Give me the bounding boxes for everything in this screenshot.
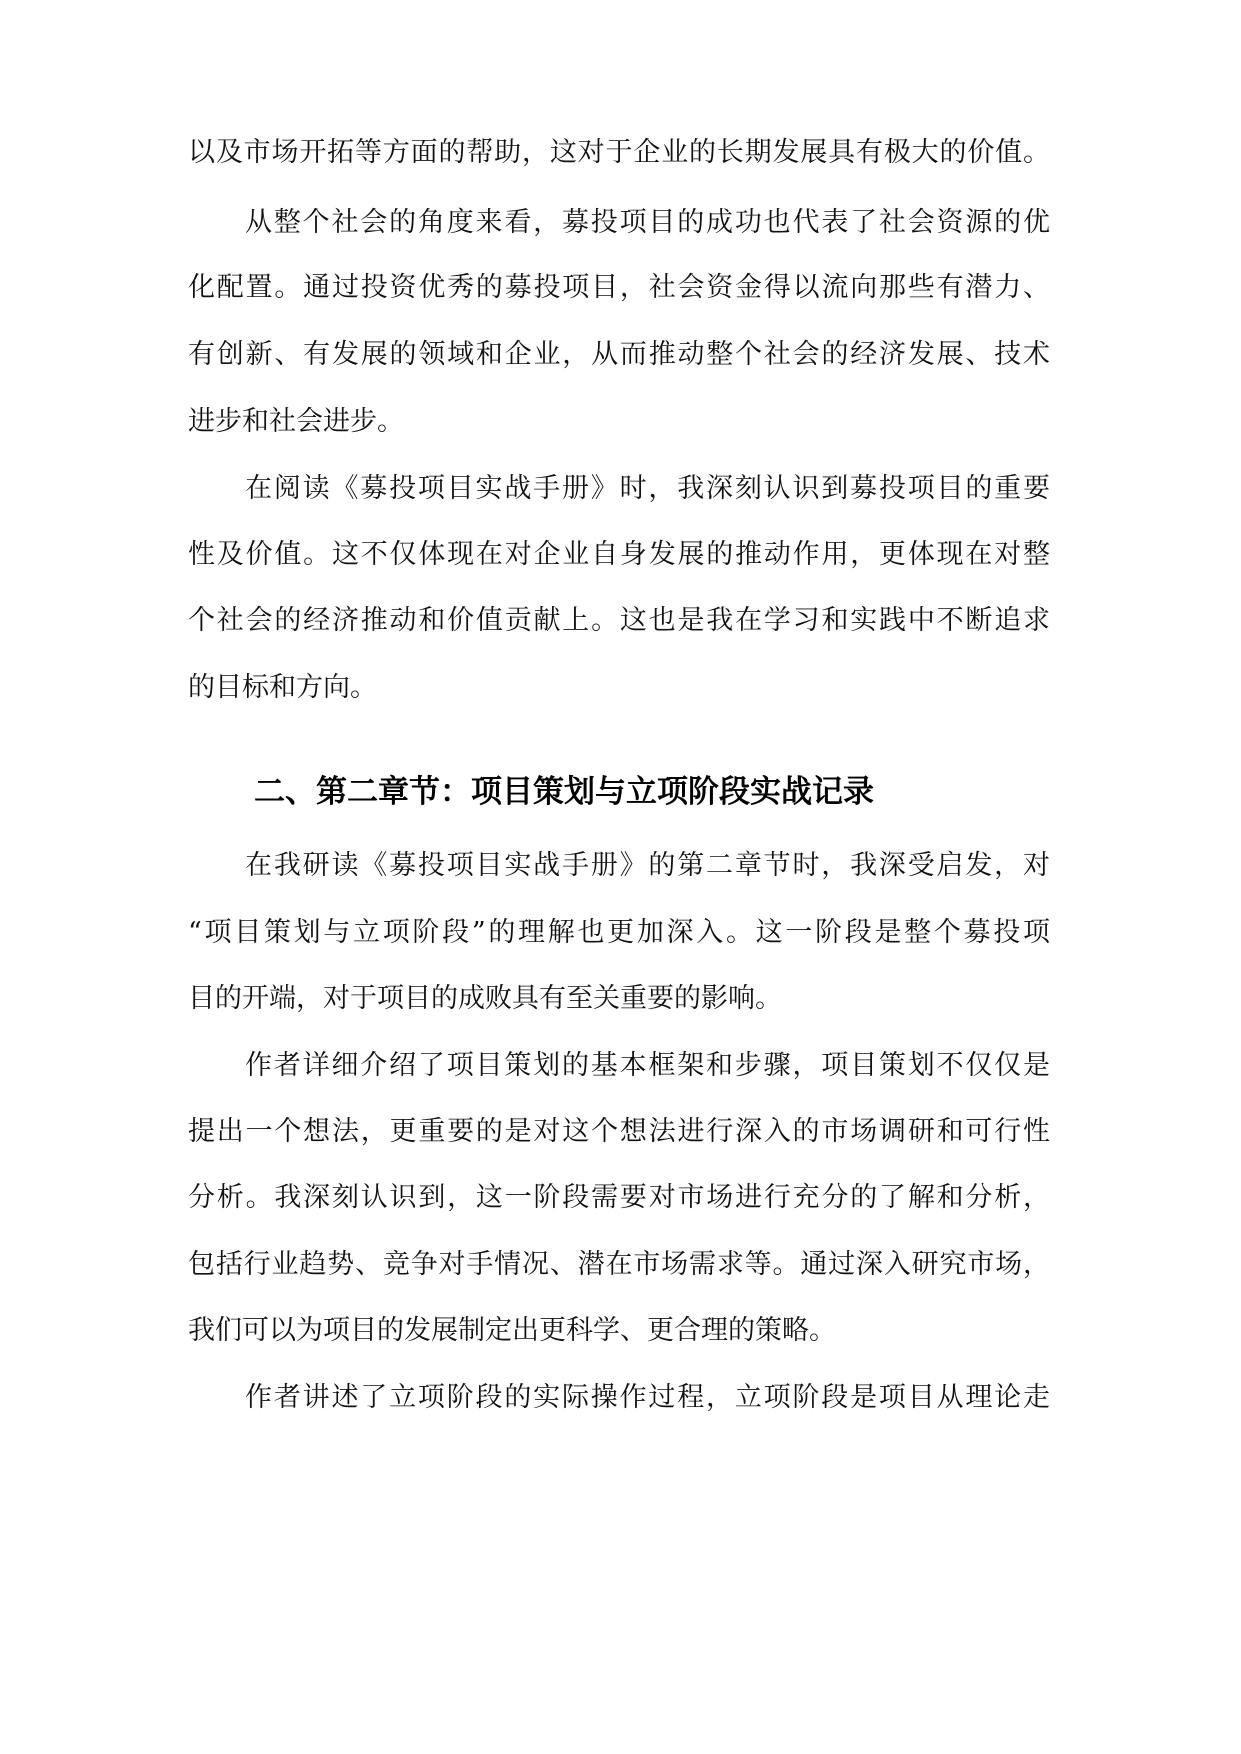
paragraph-line: 有创新、有发展的领域和企业，从而推动整个社会的经济发展、技术 bbox=[188, 339, 1050, 370]
paragraph-line: 作者讲述了立项阶段的实际操作过程，立项阶段是项目从理论走 bbox=[245, 1382, 1050, 1413]
paragraph-line: 性及价值。这不仅体现在对企业自身发展的推动作用，更体现在对整 bbox=[188, 539, 1050, 570]
paragraph-line: 分析。我深刻认识到，这一阶段需要对市场进行充分的了解和分析， bbox=[188, 1182, 1050, 1213]
paragraph-line: 作者详细介绍了项目策划的基本框架和步骤，项目策划不仅仅是 bbox=[245, 1050, 1050, 1081]
section-heading: 二、第二章节：项目策划与立项阶段实战记录 bbox=[254, 774, 874, 810]
paragraph-line: 化配置。通过投资优秀的募投项目，社会资金得以流向那些有潜力、 bbox=[188, 272, 1050, 303]
paragraph-line: 从整个社会的角度来看，募投项目的成功也代表了社会资源的优 bbox=[245, 207, 1050, 238]
paragraph-line: 个社会的经济推动和价值贡献上。这也是我在学习和实践中不断追求 bbox=[188, 605, 1050, 636]
paragraph-line: 的目标和方向。 bbox=[188, 672, 377, 703]
paragraph-line: 目的开端，对于项目的成败具有至关重要的影响。 bbox=[188, 983, 782, 1014]
paragraph-line: 进步和社会进步。 bbox=[188, 406, 404, 437]
paragraph-line: 包括行业趋势、竞争对手情况、潜在市场需求等。通过深入研究市场， bbox=[188, 1249, 1050, 1280]
paragraph-line: “项目策划与立项阶段”的理解也更加深入。这一阶段是整个募投项 bbox=[188, 917, 1050, 948]
paragraph-line: 在我研读《募投项目实战手册》的第二章节时，我深受启发，对 bbox=[245, 850, 1050, 881]
paragraph-line: 以及市场开拓等方面的帮助，这对于企业的长期发展具有极大的价值。 bbox=[188, 137, 1050, 168]
paragraph-line: 提出一个想法，更重要的是对这个想法进行深入的市场调研和可行性 bbox=[188, 1116, 1050, 1147]
paragraph-line: 在阅读《募投项目实战手册》时，我深刻认识到募投项目的重要 bbox=[245, 473, 1050, 504]
paragraph-line: 我们可以为项目的发展制定出更科学、更合理的策略。 bbox=[188, 1315, 836, 1346]
